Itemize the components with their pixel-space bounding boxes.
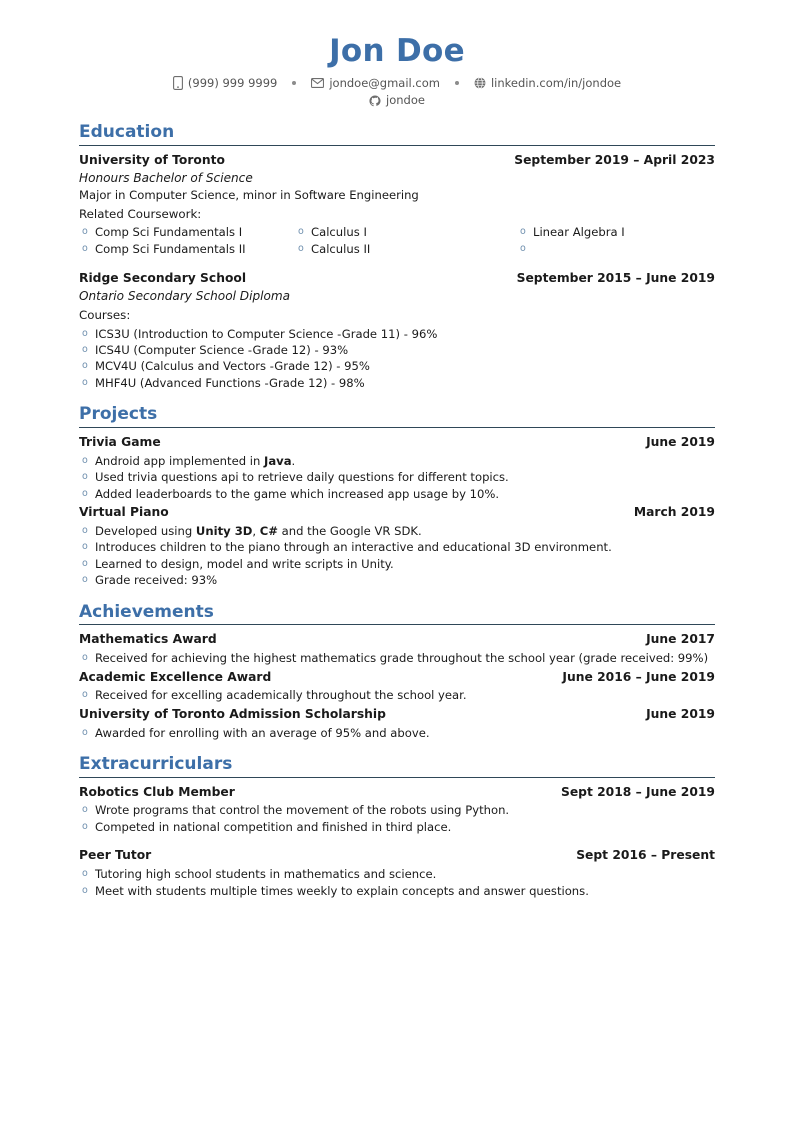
contact-separator-dot — [455, 81, 459, 85]
list-item: o Received for achieving the highest mathematics grade throughout the school year (grade received: 99%) — [79, 650, 715, 666]
entry-header — [79, 152, 715, 170]
entry-description: Major in Computer Science, minor in Software Engineering — [79, 187, 419, 202]
extracurricular-bullets — [79, 802, 715, 835]
list-item: o MHF4U (Advanced Functions -Grade 12) - 98% — [79, 375, 715, 391]
contact-github-text: jondoe — [386, 92, 425, 107]
entry-title: Mathematics Award — [79, 632, 217, 647]
list-item: o Tutoring high school students in mathematics and science. — [79, 866, 715, 882]
list-item: o Received for excelling academically throughout the school year. — [79, 687, 715, 703]
entry-subtitle: Honours Bachelor of Science — [79, 170, 253, 185]
section-title-achievements: Achievements — [79, 601, 214, 622]
list-item: o Developed using Unity 3D, C# and the Google VR SDK. — [79, 523, 715, 539]
entry-date: September 2019 – April 2023 — [514, 152, 715, 167]
envelope-icon — [311, 78, 324, 88]
page-title: Jon Doe — [329, 33, 465, 69]
section-divider — [79, 777, 715, 778]
entry-header — [79, 504, 715, 522]
entry-title: Academic Excellence Award — [79, 669, 272, 684]
contact-line-primary — [79, 75, 715, 92]
education-entry-secondary — [79, 270, 715, 392]
list-item-empty — [517, 241, 715, 258]
section-title-extracurriculars: Extracurriculars — [79, 754, 233, 775]
section-title-projects: Projects — [79, 404, 158, 425]
entry-date: June 2017 — [646, 632, 715, 647]
contact-linkedin[interactable] — [474, 75, 621, 92]
achievement-bullets — [79, 687, 715, 703]
coursework-grid — [79, 224, 715, 258]
achievement-entry-academic-excellence — [79, 669, 715, 704]
section-education — [79, 123, 715, 391]
list-item: o Grade received: 93% — [79, 572, 715, 588]
list-item: o Calculus II — [295, 241, 517, 258]
section-projects — [79, 405, 715, 588]
contact-phone[interactable] — [173, 75, 277, 92]
list-item: o MCV4U (Calculus and Vectors -Grade 12) - 95% — [79, 358, 715, 374]
entry-header — [79, 784, 715, 802]
list-item: o ICS3U (Introduction to Computer Science -Grade 11) - 96% — [79, 326, 715, 342]
entry-header — [79, 669, 715, 687]
achievement-entry-mathematics-award — [79, 631, 715, 666]
entry-header — [79, 434, 715, 452]
section-divider — [79, 427, 715, 428]
extracurricular-entry-peer-tutor — [79, 847, 715, 899]
resume-header — [79, 34, 715, 109]
contact-line-secondary — [79, 92, 715, 109]
list-item: o Linear Algebra I — [517, 224, 715, 241]
entry-title: University of Toronto Admission Scholarship — [79, 706, 386, 721]
achievement-entry-admission-scholarship — [79, 706, 715, 741]
list-item: o Used trivia questions api to retrieve daily questions for different topics. — [79, 469, 715, 485]
list-item: o Calculus I — [295, 224, 517, 241]
entry-header — [79, 270, 715, 288]
section-title-education: Education — [79, 122, 175, 143]
list-item: o Introduces children to the piano through an interactive and educational 3D environment. — [79, 539, 715, 555]
entry-date: Sept 2016 – Present — [576, 848, 715, 863]
list-item: o Added leaderboards to the game which increased app usage by 10%. — [79, 486, 715, 502]
contact-phone-text: (999) 999 9999 — [187, 75, 278, 90]
list-item: o Comp Sci Fundamentals I — [79, 224, 295, 241]
list-item: o Learned to design, model and write scripts in Unity. — [79, 556, 715, 572]
entry-date: September 2015 – June 2019 — [516, 270, 715, 285]
extracurricular-bullets — [79, 866, 715, 899]
entry-title: Peer Tutor — [79, 848, 152, 863]
project-bullets — [79, 523, 715, 589]
github-icon — [369, 95, 381, 107]
project-entry-virtual-piano — [79, 504, 715, 589]
contact-email-text: jondoe@gmail.com — [329, 75, 440, 90]
entry-header — [79, 631, 715, 649]
entry-title: Virtual Piano — [79, 505, 169, 520]
entry-title: Trivia Game — [79, 434, 161, 449]
courses-list — [79, 326, 715, 392]
entry-header — [79, 706, 715, 724]
globe-icon — [474, 77, 486, 89]
achievement-bullets — [79, 725, 715, 741]
mobile-phone-icon — [173, 76, 183, 90]
list-item: o Awarded for enrolling with an average of 95% and above. — [79, 725, 715, 741]
entry-subtitle: Ontario Secondary School Diploma — [79, 288, 291, 303]
contact-separator-dot — [292, 81, 296, 85]
list-item: o Meet with students multiple times weekly to explain concepts and answer questions. — [79, 883, 715, 899]
entry-date: March 2019 — [633, 505, 715, 520]
section-achievements — [79, 603, 715, 741]
courses-label: Courses: — [79, 307, 131, 322]
education-entry-university — [79, 152, 715, 258]
section-divider — [79, 624, 715, 625]
coursework-label: Related Coursework: — [79, 206, 202, 221]
entry-date: Sept 2018 – June 2019 — [560, 784, 715, 799]
entry-header — [79, 847, 715, 865]
list-item: o Android app implemented in Java. — [79, 453, 715, 469]
extracurricular-entry-robotics-club — [79, 784, 715, 836]
project-entry-trivia-game — [79, 434, 715, 502]
entry-date: June 2019 — [646, 706, 715, 721]
contact-email[interactable] — [311, 75, 440, 92]
list-item: o Competed in national competition and finished in third place. — [79, 819, 715, 835]
entry-title: Ridge Secondary School — [79, 270, 247, 285]
entry-title: Robotics Club Member — [79, 784, 235, 799]
entry-date: June 2019 — [646, 434, 715, 449]
section-extracurriculars — [79, 755, 715, 899]
list-item: o ICS4U (Computer Science -Grade 12) - 93% — [79, 342, 715, 358]
project-bullets — [79, 453, 715, 502]
entry-title: University of Toronto — [79, 152, 225, 167]
contact-github[interactable] — [369, 92, 425, 109]
list-item: o Comp Sci Fundamentals II — [79, 241, 295, 258]
entry-date: June 2016 – June 2019 — [562, 669, 715, 684]
section-divider — [79, 145, 715, 146]
list-item: o Wrote programs that control the movement of the robots using Python. — [79, 802, 715, 818]
contact-linkedin-text: linkedin.com/in/jondoe — [490, 75, 622, 90]
achievement-bullets — [79, 650, 715, 666]
